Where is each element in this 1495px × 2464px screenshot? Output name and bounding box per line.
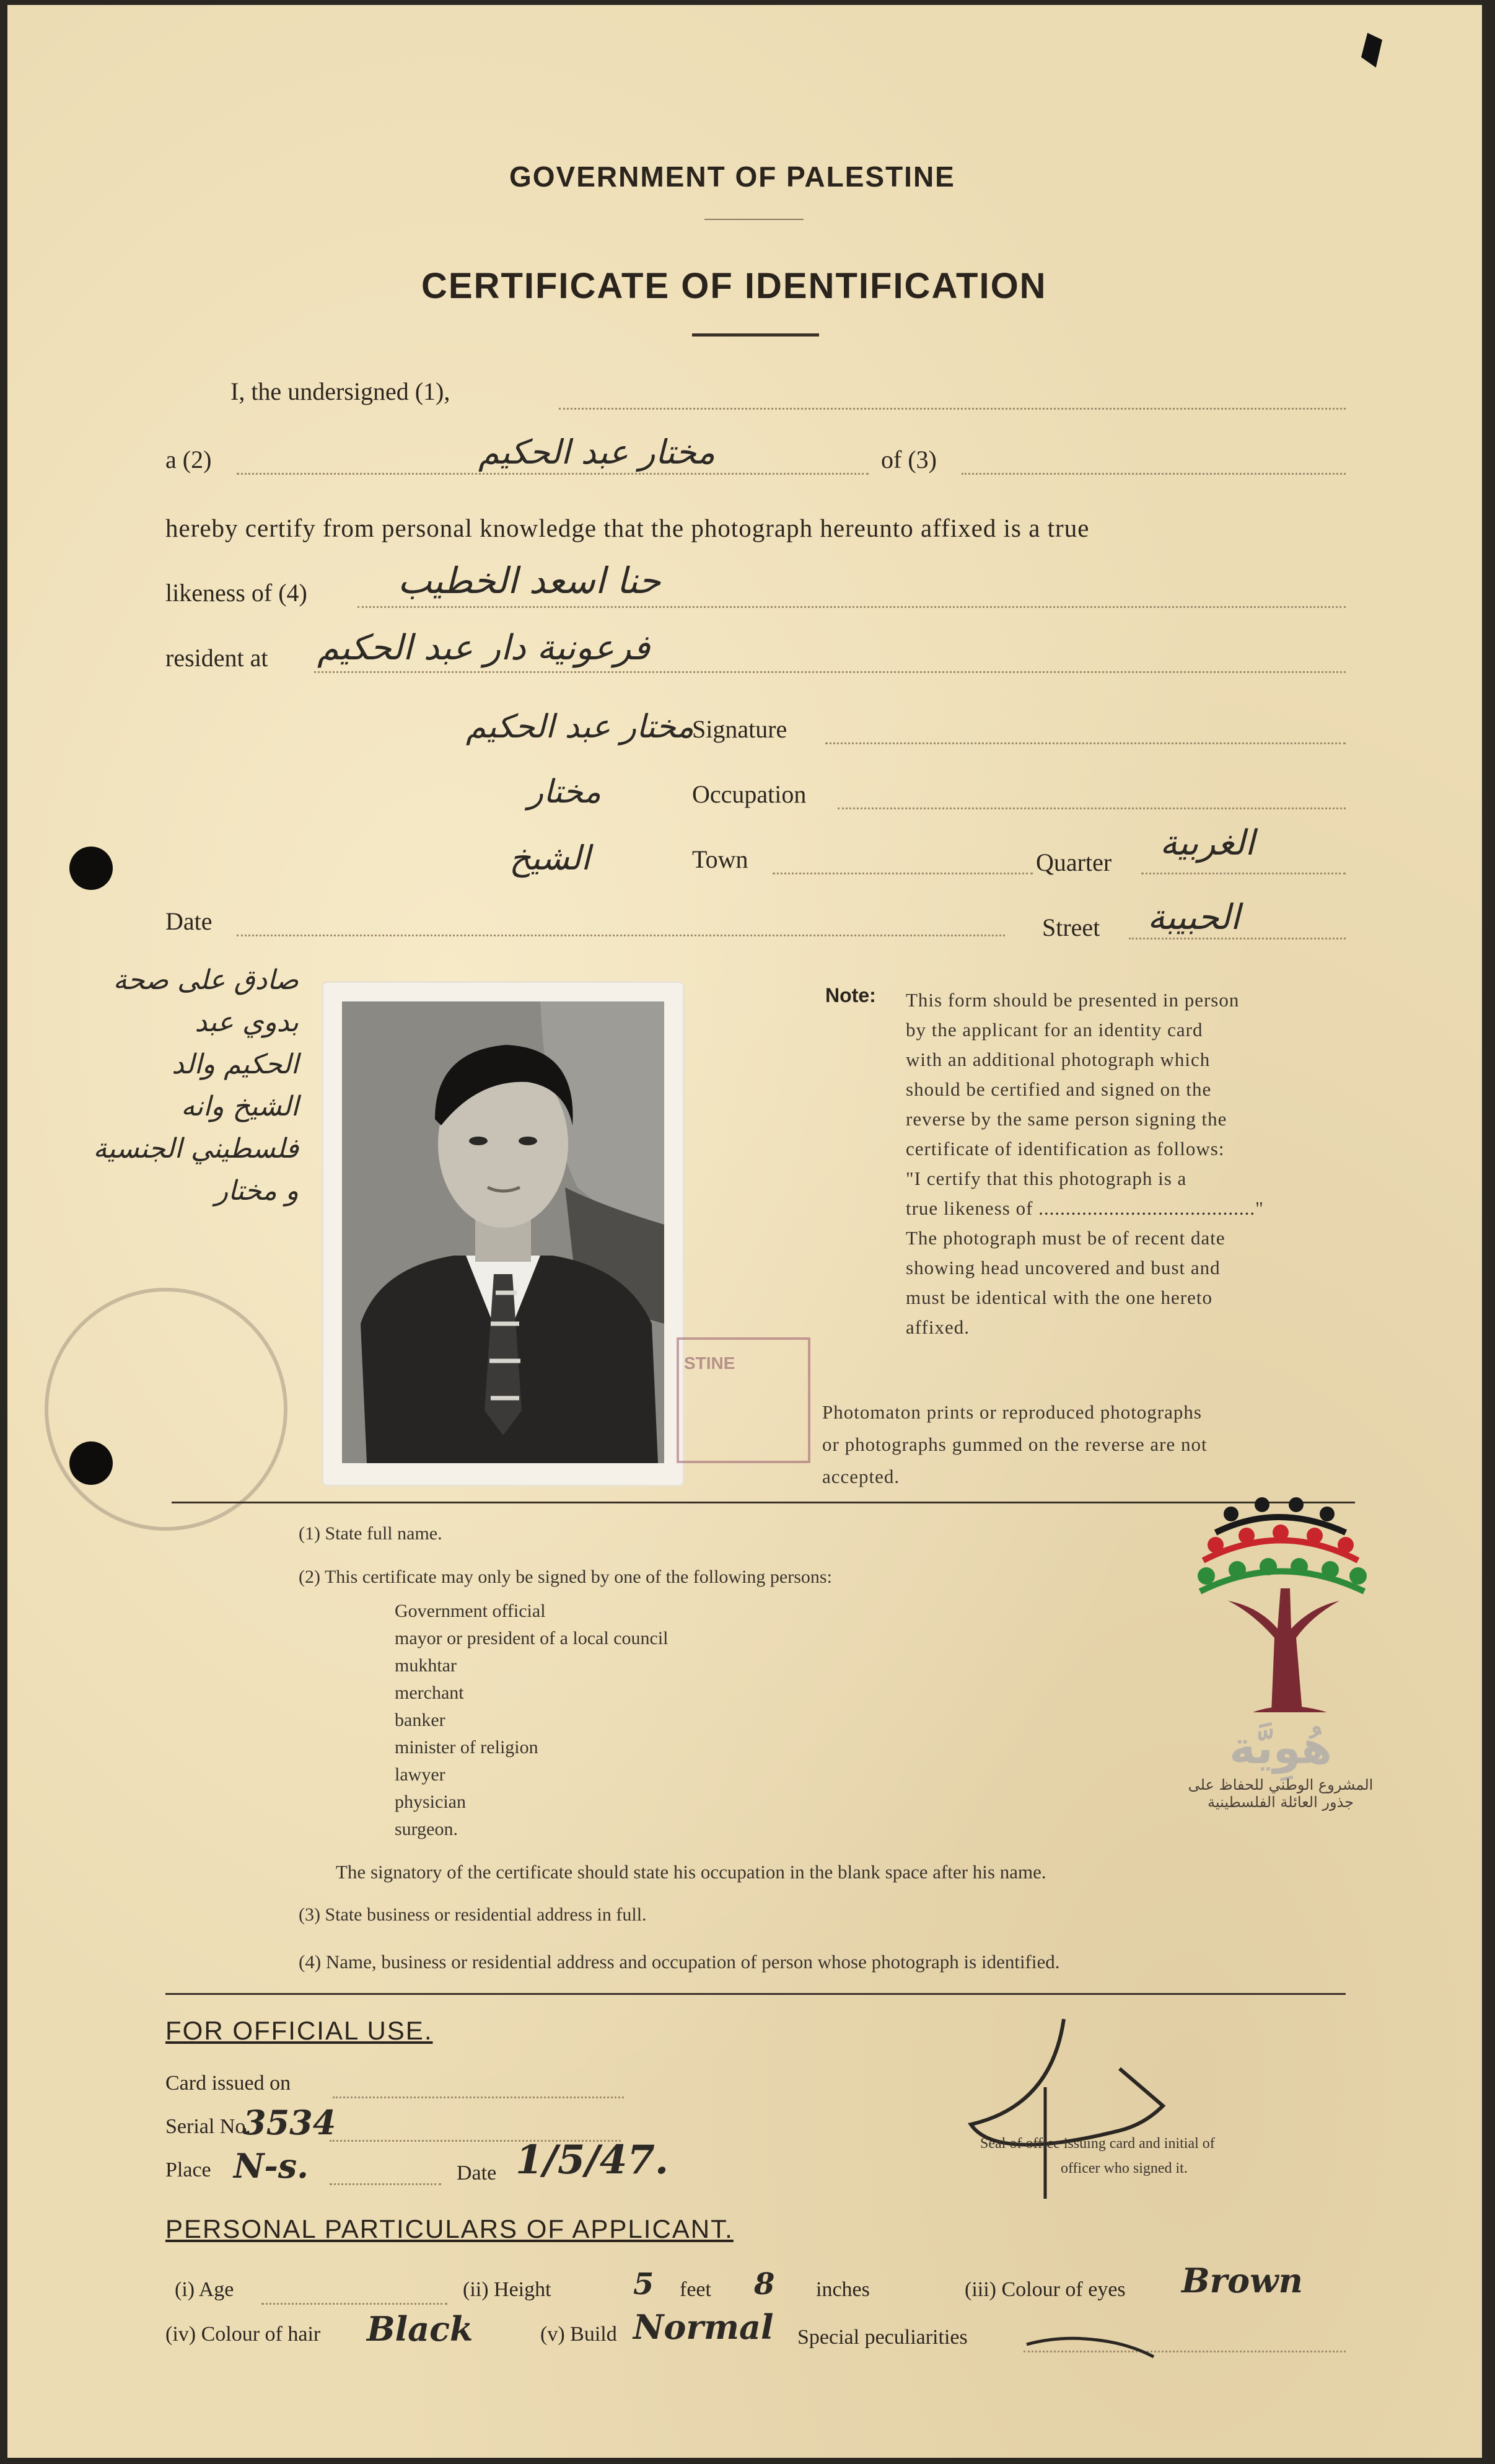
margin-note-line: فلسطيني الجنسية bbox=[93, 1133, 299, 1164]
signer-item: physician bbox=[395, 1792, 466, 1812]
handwritten-build: Normal bbox=[633, 2307, 774, 2347]
handwritten-likeness-name: حنا اسعد الخطيب bbox=[398, 560, 661, 602]
signer-item: surgeon. bbox=[395, 1819, 458, 1839]
footnote-2: (2) This certificate may only be signed by one of the following persons: bbox=[299, 1567, 832, 1587]
title-underline bbox=[692, 333, 819, 337]
note-line: should be certified and signed on the bbox=[906, 1078, 1212, 1100]
undersigned-line bbox=[559, 408, 1346, 410]
undersigned-label: I, the undersigned (1), bbox=[230, 377, 450, 405]
signatory-note: The signatory of the certificate should state his occupation in the blank space after his name. bbox=[336, 1861, 1046, 1883]
photomaton-line: or photographs gummed on the reverse are not bbox=[822, 1433, 1208, 1455]
eyes-label: (iii) Colour of eyes bbox=[965, 2278, 1126, 2301]
handwritten-serial-no: 3534 bbox=[243, 2103, 336, 2142]
town-label: Town bbox=[692, 845, 748, 873]
photomaton-line: Photomaton prints or reproduced photographs bbox=[822, 1401, 1202, 1423]
certificate-title: CERTIFICATE OF IDENTIFICATION bbox=[421, 266, 1047, 306]
faded-seal-stamp bbox=[45, 1288, 287, 1531]
note-line: certificate of identification as follows: bbox=[906, 1138, 1225, 1159]
note-line: showing head uncovered and bust and bbox=[906, 1257, 1221, 1278]
punch-hole-top bbox=[69, 847, 113, 890]
note-line: This form should be presented in person bbox=[906, 989, 1240, 1011]
note-line: must be identical with the one hereto bbox=[906, 1287, 1212, 1308]
certify-statement: hereby certify from personal knowledge that the photograph hereunto affixed is a true bbox=[165, 514, 1090, 542]
footnote-1: (1) State full name. bbox=[299, 1523, 442, 1544]
particulars-heading: PERSONAL PARTICULARS OF APPLICANT. bbox=[165, 2214, 734, 2243]
peculiarities-dash-mark bbox=[1024, 2323, 1160, 2360]
margin-note-line: و مختار bbox=[214, 1175, 299, 1207]
photomaton-note bbox=[822, 1396, 1367, 1493]
official-use-heading: FOR OFFICIAL USE. bbox=[165, 2016, 433, 2045]
section-divider bbox=[172, 1502, 1355, 1503]
street-label: Street bbox=[1042, 913, 1100, 941]
footnote-3: (3) State business or residential address in full. bbox=[299, 1904, 647, 1925]
of-label: of (3) bbox=[881, 446, 937, 473]
age-line bbox=[261, 2303, 447, 2305]
height-label: (ii) Height bbox=[463, 2278, 551, 2301]
logo-arabic-name: هُوِيَّة bbox=[1229, 1722, 1332, 1774]
feet-label: feet bbox=[680, 2278, 711, 2301]
signature-label: Signature bbox=[692, 715, 787, 743]
note-line: affixed. bbox=[906, 1316, 970, 1338]
handwritten-hair-colour: Black bbox=[367, 2309, 473, 2349]
handwritten-town: الشيخ bbox=[509, 838, 590, 878]
margin-handwritten-note bbox=[32, 959, 299, 1212]
card-issued-line bbox=[333, 2097, 624, 2098]
likeness-label: likeness of (4) bbox=[165, 579, 307, 607]
official-date-label: Date bbox=[457, 2162, 497, 2185]
occupation-label: Occupation bbox=[692, 780, 807, 808]
heading-divider-short bbox=[704, 219, 804, 220]
family-tree-icon bbox=[1178, 1489, 1383, 1712]
handwritten-height-inches: 8 bbox=[754, 2267, 775, 2302]
government-heading: GOVERNMENT OF PALESTINE bbox=[509, 161, 955, 193]
serial-label: Serial No. bbox=[165, 2115, 251, 2138]
margin-note-line: صادق على صحة bbox=[113, 964, 299, 996]
signer-item: merchant bbox=[395, 1683, 464, 1703]
note-text bbox=[906, 985, 1352, 1342]
occupation-line bbox=[838, 807, 1346, 809]
hawiya-logo bbox=[1178, 1489, 1383, 1836]
margin-note-line: الشيخ وانه bbox=[181, 1091, 299, 1122]
portrait-illustration bbox=[342, 1001, 664, 1463]
margin-note-line: الحكيم والد bbox=[172, 1049, 299, 1080]
certificate-page bbox=[7, 5, 1482, 2458]
handwritten-signer-occupation: مختار عبد الحكيم bbox=[478, 433, 716, 472]
note-label: Note: bbox=[825, 984, 876, 1006]
date-label: Date bbox=[165, 907, 213, 935]
footnote-4: (4) Name, business or residential address and occupation of person whose photograph is identified. bbox=[299, 1951, 1060, 1973]
logo-caption-1: المشروع الوطني للحفاظ على bbox=[1188, 1776, 1374, 1793]
handwritten-quarter: الغربية bbox=[1160, 823, 1255, 863]
margin-note-line: بدوي عبد bbox=[195, 1006, 299, 1038]
age-label: (i) Age bbox=[175, 2278, 234, 2301]
handwritten-place: N-s. bbox=[234, 2146, 309, 2186]
note-line: with an additional photograph which bbox=[906, 1049, 1211, 1070]
handwritten-resident-at: فرعونية دار عبد الحكيم bbox=[317, 628, 651, 668]
place-line bbox=[330, 2183, 441, 2185]
official-section-divider bbox=[165, 1993, 1346, 1995]
stamp-text: STINE bbox=[684, 1353, 735, 1373]
logo-caption-2: جذور العائلة الفلسطينية bbox=[1208, 1793, 1354, 1811]
handwritten-eye-colour: Brown bbox=[1182, 2261, 1303, 2300]
handwritten-street: الحبيبة bbox=[1147, 897, 1240, 938]
handwritten-occupation: مختار bbox=[528, 773, 602, 811]
handwritten-date: 1/5/47. bbox=[515, 2137, 669, 2183]
peculiarities-label: Special peculiarities bbox=[797, 2326, 968, 2349]
quarter-label: Quarter bbox=[1036, 848, 1112, 876]
note-line: by the applicant for an identity card bbox=[906, 1019, 1203, 1041]
a-label: a (2) bbox=[165, 446, 212, 473]
signer-list bbox=[395, 1598, 669, 1843]
handwritten-signature: مختار عبد الحكيم bbox=[466, 708, 695, 746]
signer-item: mayor or president of a local council bbox=[395, 1628, 669, 1648]
signature-line bbox=[825, 742, 1346, 744]
signer-item: banker bbox=[395, 1710, 445, 1730]
handwritten-height-feet: 5 bbox=[633, 2267, 654, 2302]
build-label: (v) Build bbox=[540, 2323, 617, 2346]
a-line bbox=[237, 473, 869, 475]
signer-item: mukhtar bbox=[395, 1655, 457, 1676]
purple-stamp-fragment bbox=[677, 1337, 810, 1463]
place-label: Place bbox=[165, 2158, 211, 2181]
town-line bbox=[773, 873, 1033, 874]
resident-line bbox=[314, 671, 1346, 673]
note-line: "I certify that this photograph is a bbox=[906, 1168, 1187, 1189]
signer-item: Government official bbox=[395, 1601, 546, 1621]
resident-label: resident at bbox=[165, 644, 268, 672]
seal-caption-line-1: Seal of office issuing card and initial of bbox=[980, 2136, 1215, 2152]
photomaton-line: accepted. bbox=[822, 1466, 900, 1487]
quarter-line bbox=[1141, 873, 1346, 874]
corner-ink-mark bbox=[1361, 33, 1382, 68]
inches-label: inches bbox=[816, 2278, 870, 2301]
note-line: The photograph must be of recent date bbox=[906, 1227, 1225, 1249]
likeness-line bbox=[357, 606, 1346, 608]
signer-item: lawyer bbox=[395, 1764, 445, 1785]
note-line: reverse by the same person signing the bbox=[906, 1108, 1227, 1130]
photo-image bbox=[342, 1001, 664, 1463]
applicant-photograph bbox=[323, 983, 683, 1485]
of-line bbox=[962, 473, 1346, 475]
street-line bbox=[1129, 938, 1346, 939]
hair-label: (iv) Colour of hair bbox=[165, 2323, 321, 2346]
note-line: true likeness of ........................................" bbox=[906, 1197, 1264, 1219]
signer-item: minister of religion bbox=[395, 1737, 538, 1758]
card-issued-label: Card issued on bbox=[165, 2072, 291, 2095]
seal-caption-line-2: officer who signed it. bbox=[1061, 2160, 1188, 2176]
date-line bbox=[237, 935, 1005, 936]
